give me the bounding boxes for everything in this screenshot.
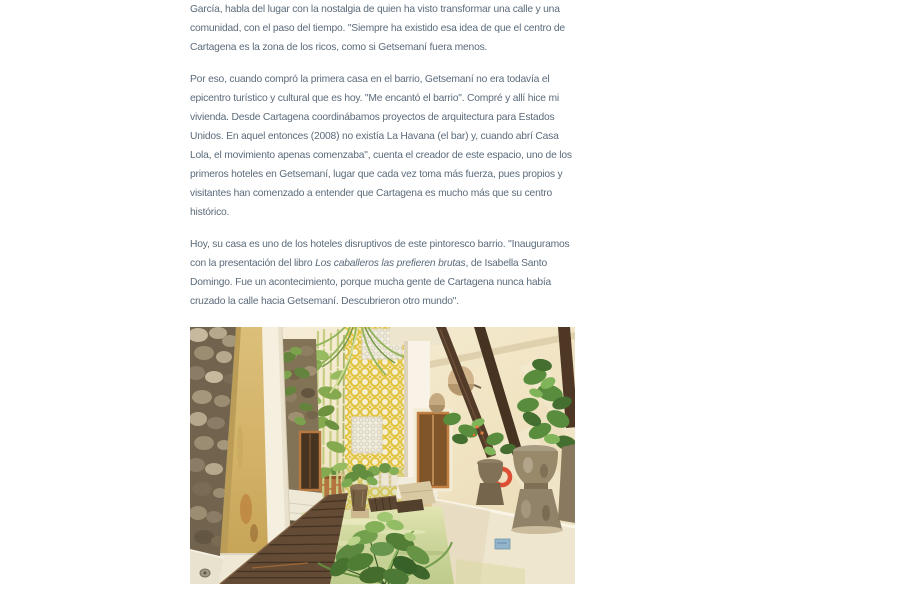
courtyard-photo bbox=[190, 327, 575, 584]
paragraph-1: García, habla del lugar con la nostalgia de quien ha visto transformar una calle y una comunidad, con el paso del tiempo. "Siempre ha existido esa idea de que el centro de Cartagena es la zona de los ricos, como si Getsemaní fuera menos. bbox=[190, 4, 565, 53]
courtyard-photo-illustration bbox=[190, 327, 575, 584]
article-body bbox=[190, 0, 576, 584]
paragraph-2: Por eso, cuando compró la primera casa en el barrio, Getsemaní no era todavía el epicentro turístico y cultural que es hoy. "Me encantó el barrio". Compré y allí hice mi vivienda. Desde Cartagena coordinábamos proyectos de arquitectura para Estados Unidos. En aquel entonces (2008) no existía La Havana (el bar) y, cuando abrí Casa Lola, el movimiento apenas comenzaba", cuenta el creador de este espacio, uno de los primeros hoteles en Getsemaní, lugar que cada vez toma más fuerza, pues propios y visitantes han comenzado a entender que Cartagena es mucho más que su centro histórico. bbox=[190, 74, 572, 218]
paragraph-3 bbox=[190, 235, 576, 311]
paragraph-3-text: Hoy, su casa es uno de los hoteles disruptivos de este pintoresco barrio. "Inauguramos con la presentación del libro bbox=[190, 239, 570, 269]
book-title-italic: Los caballeros las prefieren brutas bbox=[315, 258, 466, 269]
paragraph-3-text-end: , de Isabella Santo Domingo. Fue un acontecimiento, porque mucha gente de Cartagena nunca había cruzado la calle hacia Getsemaní. Descubrieron otro mundo". bbox=[190, 258, 552, 307]
